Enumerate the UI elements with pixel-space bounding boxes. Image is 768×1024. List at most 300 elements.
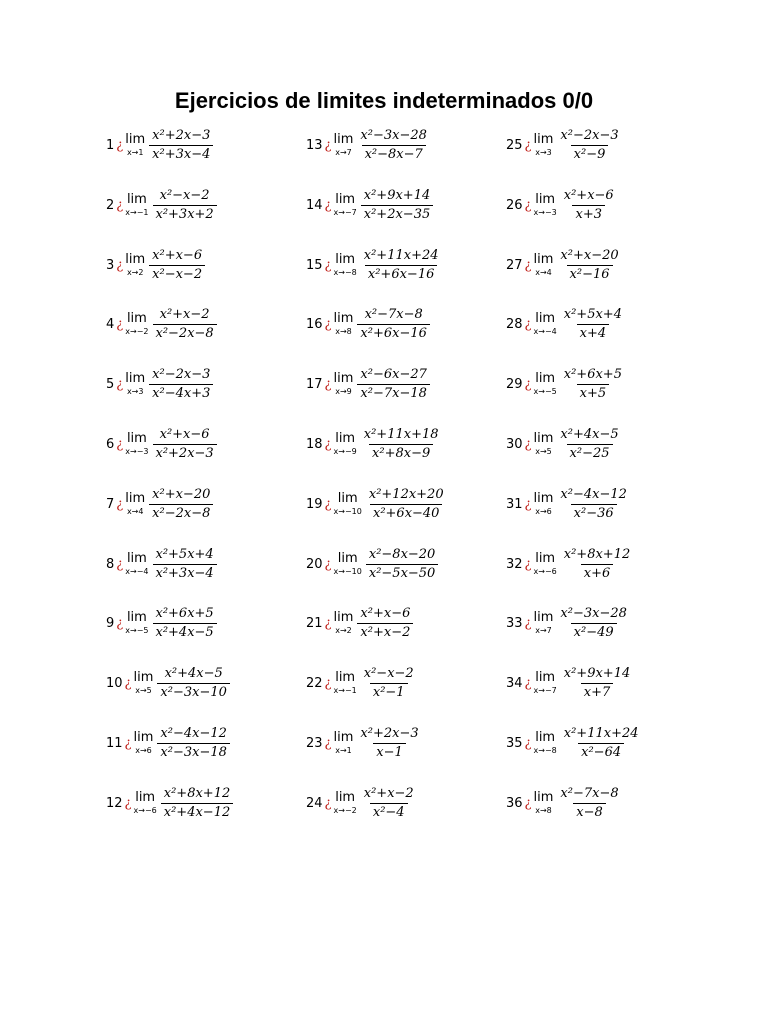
denominator: x²−3x−18 (157, 743, 229, 761)
denominator: x²+3x−4 (149, 145, 213, 163)
exercise-item (106, 606, 217, 641)
exercise-number: 13 (306, 138, 323, 153)
exercise-item (506, 487, 630, 522)
limit-approach: x→8 (335, 327, 352, 336)
exercise-number: 5 (106, 377, 115, 392)
denominator: x²+4x−5 (153, 623, 217, 641)
lim-label: lim (333, 730, 354, 745)
exercise-item (306, 188, 433, 223)
limit-operator (125, 552, 148, 577)
exercise-item (506, 367, 625, 402)
fraction (149, 367, 213, 402)
exercise-item (306, 427, 442, 462)
limit-operator (334, 133, 354, 158)
inverted-question-mark: ¿ (124, 796, 132, 811)
fraction (557, 427, 621, 462)
denominator: x²+3x+2 (153, 205, 217, 223)
fraction (361, 427, 442, 462)
limit-operator (125, 432, 148, 457)
limit-approach: x→7 (535, 626, 552, 635)
denominator: x²−8x−7 (362, 145, 426, 163)
exercise-number: 18 (306, 437, 323, 452)
denominator: x²−9 (571, 145, 609, 163)
limit-approach: x→−7 (533, 686, 557, 695)
denominator: x²+2x−3 (153, 444, 217, 462)
fraction (361, 188, 433, 223)
lim-label: lim (335, 790, 356, 805)
limit-operator (534, 671, 557, 696)
fraction (561, 666, 633, 701)
inverted-question-mark: ¿ (324, 616, 332, 631)
exercise-item (306, 487, 447, 522)
fraction (357, 367, 429, 402)
exercise-number: 2 (106, 198, 115, 213)
numerator: x²+9x+14 (363, 188, 431, 203)
inverted-question-mark: ¿ (524, 138, 532, 153)
limit-operator (334, 611, 354, 636)
denominator: x²−5x−50 (366, 564, 438, 582)
lim-label: lim (335, 252, 356, 267)
exercise-item (506, 666, 633, 701)
numerator: x²+6x+5 (155, 606, 214, 621)
fraction (357, 726, 421, 761)
denominator: x²+x−2 (357, 623, 413, 641)
fraction (153, 188, 217, 223)
exercise-number: 22 (306, 676, 323, 691)
exercise-item (506, 128, 622, 163)
limit-approach: x→−2 (125, 327, 149, 336)
numerator: x²−4x−12 (160, 726, 227, 741)
lim-label: lim (535, 311, 556, 326)
numerator: x²+2x−3 (360, 726, 419, 741)
limit-approach: x→5 (135, 686, 152, 695)
denominator: x²+6x−16 (357, 324, 429, 342)
denominator: x²−2x−8 (153, 324, 217, 342)
denominator: x+3 (572, 205, 605, 223)
limit-approach: x→2 (126, 268, 144, 277)
limit-operator (534, 611, 554, 636)
inverted-question-mark: ¿ (116, 198, 124, 213)
fraction (357, 128, 429, 163)
lim-label: lim (125, 371, 146, 386)
exercise-number: 11 (106, 736, 123, 751)
fraction (561, 726, 642, 761)
fraction (161, 786, 233, 821)
inverted-question-mark: ¿ (116, 317, 124, 332)
fraction (157, 726, 229, 761)
fraction (149, 248, 205, 283)
limit-approach: x→−3 (533, 208, 557, 217)
numerator: x²−8x−20 (368, 547, 436, 562)
limit-operator (534, 193, 557, 218)
lim-label: lim (133, 730, 154, 745)
numerator: x²+11x+24 (563, 726, 639, 741)
denominator: x−1 (373, 743, 406, 761)
exercise-item (106, 427, 217, 462)
limit-approach: x→−8 (533, 746, 557, 755)
numerator: x²+6x+5 (563, 367, 622, 382)
limit-approach: x→−7 (333, 208, 357, 217)
limit-approach: x→−1 (333, 686, 357, 695)
denominator: x²+6x−40 (370, 504, 442, 522)
inverted-question-mark: ¿ (524, 796, 532, 811)
lim-label: lim (335, 670, 356, 685)
fraction (561, 188, 617, 223)
exercise-item (306, 367, 430, 402)
lim-label: lim (535, 670, 556, 685)
exercise-item (506, 547, 633, 582)
exercise-number: 34 (506, 676, 523, 691)
fraction (153, 606, 217, 641)
limit-operator (134, 671, 154, 696)
inverted-question-mark: ¿ (116, 138, 124, 153)
limit-operator (534, 492, 554, 517)
numerator: x²+x−20 (152, 487, 211, 502)
limit-approach: x→1 (126, 148, 144, 157)
fraction (149, 128, 213, 163)
numerator: x²+4x−5 (164, 666, 223, 681)
exercise-item (306, 726, 422, 761)
limit-approach: x→3 (126, 387, 144, 396)
exercise-number: 20 (306, 557, 323, 572)
limit-operator (125, 372, 145, 397)
limit-operator (534, 731, 557, 756)
exercise-number: 14 (306, 198, 323, 213)
denominator: x²−64 (578, 743, 624, 761)
numerator: x²−7x−8 (364, 307, 423, 322)
inverted-question-mark: ¿ (524, 437, 532, 452)
exercise-item (106, 547, 217, 582)
limit-operator (334, 193, 357, 218)
fraction (153, 307, 217, 342)
limit-operator (534, 552, 557, 577)
limit-approach: x→−4 (533, 327, 557, 336)
limit-operator (334, 731, 354, 756)
lim-label: lim (333, 371, 354, 386)
exercise-number: 17 (306, 377, 323, 392)
lim-label: lim (533, 790, 554, 805)
inverted-question-mark: ¿ (116, 616, 124, 631)
limit-operator (334, 253, 357, 278)
numerator: x²−2x−3 (560, 128, 619, 143)
exercise-number: 10 (106, 676, 123, 691)
fraction (557, 248, 621, 283)
limit-approach: x→−10 (333, 507, 362, 516)
denominator: x²−4 (370, 803, 408, 821)
fraction (557, 128, 621, 163)
numerator: x²+x−6 (360, 606, 411, 621)
denominator: x+5 (577, 384, 610, 402)
inverted-question-mark: ¿ (524, 317, 532, 332)
denominator: x²−2x−8 (149, 504, 213, 522)
denominator: x²−3x−10 (157, 683, 229, 701)
denominator: x²+3x−4 (153, 564, 217, 582)
limit-operator (334, 492, 362, 517)
fraction (361, 786, 417, 821)
denominator: x²−16 (567, 265, 613, 283)
numerator: x²+9x+14 (563, 666, 631, 681)
exercise-item (106, 786, 233, 821)
lim-label: lim (126, 431, 147, 446)
numerator: x²+4x−5 (560, 427, 619, 442)
inverted-question-mark: ¿ (324, 138, 332, 153)
exercise-item (106, 487, 213, 522)
inverted-question-mark: ¿ (116, 437, 124, 452)
fraction (153, 547, 217, 582)
lim-label: lim (535, 551, 556, 566)
exercise-item (506, 786, 622, 821)
numerator: x²+5x+4 (155, 547, 214, 562)
exercise-item (506, 307, 625, 342)
fraction (557, 606, 629, 641)
limit-operator (334, 791, 357, 816)
limit-operator (534, 312, 557, 337)
denominator: x²+2x−35 (361, 205, 433, 223)
lim-label: lim (533, 252, 554, 267)
inverted-question-mark: ¿ (124, 676, 132, 691)
exercise-number: 23 (306, 736, 323, 751)
numerator: x²+5x+4 (563, 307, 622, 322)
inverted-question-mark: ¿ (124, 736, 132, 751)
numerator: x²+x−20 (560, 248, 619, 263)
exercise-number: 19 (306, 497, 323, 512)
lim-label: lim (533, 610, 554, 625)
lim-label: lim (126, 610, 147, 625)
limit-approach: x→2 (335, 626, 352, 635)
denominator: x²−49 (571, 623, 617, 641)
exercise-number: 8 (106, 557, 115, 572)
limit-approach: x→−5 (125, 626, 149, 635)
exercise-number: 32 (506, 557, 523, 572)
exercise-number: 26 (506, 198, 523, 213)
numerator: x²−2x−3 (152, 367, 211, 382)
denominator: x²−4x+3 (149, 384, 213, 402)
denominator: x+4 (577, 324, 610, 342)
exercise-item (106, 188, 217, 223)
lim-label: lim (126, 192, 147, 207)
limit-approach: x→−10 (333, 567, 362, 576)
fraction (153, 427, 217, 462)
fraction (357, 606, 413, 641)
inverted-question-mark: ¿ (524, 736, 532, 751)
numerator: x²−3x−28 (560, 606, 627, 621)
inverted-question-mark: ¿ (524, 557, 532, 572)
exercise-number: 21 (306, 616, 323, 631)
lim-label: lim (337, 551, 358, 566)
limit-approach: x→−9 (333, 447, 357, 456)
lim-label: lim (535, 730, 556, 745)
numerator: x²+8x+12 (163, 786, 231, 801)
inverted-question-mark: ¿ (524, 258, 532, 273)
limit-approach: x→7 (335, 148, 352, 157)
numerator: x²+11x+18 (363, 427, 439, 442)
exercise-item (306, 666, 417, 701)
exercise-number: 24 (306, 796, 323, 811)
limit-approach: x→4 (535, 268, 552, 277)
fraction (157, 666, 229, 701)
inverted-question-mark: ¿ (324, 198, 332, 213)
limit-approach: x→8 (535, 806, 552, 815)
numerator: x²+11x+24 (363, 248, 439, 263)
limit-approach: x→3 (535, 148, 552, 157)
exercise-number: 30 (506, 437, 523, 452)
lim-label: lim (535, 192, 556, 207)
lim-label: lim (333, 610, 354, 625)
limit-approach: x→1 (335, 746, 352, 755)
denominator: x²+8x−9 (369, 444, 433, 462)
exercise-item (106, 307, 217, 342)
limit-approach: x→−8 (333, 268, 357, 277)
exercise-number: 16 (306, 317, 323, 332)
numerator: x²−6x−27 (360, 367, 427, 382)
exercise-number: 15 (306, 258, 323, 273)
limit-operator (125, 611, 148, 636)
inverted-question-mark: ¿ (324, 796, 332, 811)
exercise-number: 36 (506, 796, 523, 811)
denominator: x+6 (581, 564, 614, 582)
limit-approach: x→−4 (125, 567, 149, 576)
exercise-item (106, 248, 205, 283)
fraction (366, 487, 447, 522)
lim-label: lim (125, 252, 146, 267)
denominator: x+7 (581, 683, 614, 701)
exercise-item (506, 188, 617, 223)
numerator: x²+x−6 (159, 427, 210, 442)
exercise-item (306, 547, 438, 582)
exercise-item (506, 427, 622, 462)
limit-approach: x→−2 (333, 806, 357, 815)
limit-approach: x→−1 (125, 208, 149, 217)
lim-label: lim (135, 790, 156, 805)
numerator: x²−4x−12 (560, 487, 627, 502)
limit-operator (534, 133, 554, 158)
limit-operator (134, 791, 157, 816)
fraction (361, 666, 417, 701)
inverted-question-mark: ¿ (524, 616, 532, 631)
inverted-question-mark: ¿ (116, 497, 124, 512)
denominator: x²−25 (567, 444, 613, 462)
exercise-item (306, 606, 413, 641)
fraction (561, 307, 625, 342)
lim-label: lim (125, 491, 146, 506)
inverted-question-mark: ¿ (324, 317, 332, 332)
page-title: Ejercicios de limites indeterminados 0/0 (174, 88, 594, 113)
exercise-number: 33 (506, 616, 523, 631)
lim-label: lim (535, 371, 556, 386)
numerator: x²+2x−3 (152, 128, 211, 143)
limit-approach: x→−6 (133, 806, 157, 815)
inverted-question-mark: ¿ (524, 676, 532, 691)
limit-approach: x→6 (535, 507, 552, 516)
lim-label: lim (125, 132, 146, 147)
lim-label: lim (533, 132, 554, 147)
limit-approach: x→4 (126, 507, 144, 516)
limit-operator (334, 552, 362, 577)
inverted-question-mark: ¿ (324, 377, 332, 392)
fraction (149, 487, 213, 522)
inverted-question-mark: ¿ (324, 258, 332, 273)
inverted-question-mark: ¿ (524, 377, 532, 392)
limit-approach: x→−3 (125, 447, 149, 456)
denominator: x²−x−2 (149, 265, 205, 283)
exercise-number: 1 (106, 138, 115, 153)
lim-label: lim (133, 670, 154, 685)
inverted-question-mark: ¿ (116, 258, 124, 273)
exercise-item (306, 307, 430, 342)
fraction (561, 367, 625, 402)
exercise-number: 29 (506, 377, 523, 392)
exercise-item (506, 606, 630, 641)
lim-label: lim (335, 192, 356, 207)
inverted-question-mark: ¿ (116, 377, 124, 392)
numerator: x²+x−6 (563, 188, 614, 203)
limit-operator (534, 372, 557, 397)
exercise-item (506, 248, 622, 283)
numerator: x²+8x+12 (563, 547, 631, 562)
limit-operator (125, 193, 148, 218)
limit-operator (534, 253, 554, 278)
fraction (561, 547, 633, 582)
limit-approach: x→−6 (533, 567, 557, 576)
exercise-item (306, 248, 442, 283)
denominator: x−8 (573, 803, 606, 821)
inverted-question-mark: ¿ (116, 557, 124, 572)
denominator: x²−7x−18 (357, 384, 429, 402)
exercise-item (306, 786, 417, 821)
limit-operator (334, 432, 357, 457)
inverted-question-mark: ¿ (324, 497, 332, 512)
lim-label: lim (337, 491, 358, 506)
exercise-number: 27 (506, 258, 523, 273)
numerator: x²+12x+20 (368, 487, 444, 502)
inverted-question-mark: ¿ (324, 736, 332, 751)
fraction (557, 487, 629, 522)
numerator: x²+x−6 (152, 248, 203, 263)
lim-label: lim (126, 311, 147, 326)
exercise-item (506, 726, 642, 761)
lim-label: lim (533, 491, 554, 506)
limit-operator (125, 312, 148, 337)
exercise-number: 35 (506, 736, 523, 751)
numerator: x²−3x−28 (360, 128, 427, 143)
limit-approach: x→6 (135, 746, 152, 755)
limit-operator (125, 492, 145, 517)
limit-operator (125, 253, 145, 278)
exercise-number: 6 (106, 437, 115, 452)
numerator: x²+x−2 (159, 307, 210, 322)
exercise-item (106, 726, 230, 761)
inverted-question-mark: ¿ (524, 497, 532, 512)
numerator: x²−x−2 (363, 666, 414, 681)
exercise-number: 28 (506, 317, 523, 332)
limit-operator (334, 312, 354, 337)
numerator: x²+x−2 (363, 786, 414, 801)
exercise-number: 4 (106, 317, 115, 332)
exercise-number: 12 (106, 796, 123, 811)
inverted-question-mark: ¿ (324, 676, 332, 691)
limit-operator (134, 731, 154, 756)
exercise-number: 9 (106, 616, 115, 631)
numerator: x²−7x−8 (560, 786, 619, 801)
fraction (361, 248, 442, 283)
limit-approach: x→5 (535, 447, 552, 456)
exercise-item (106, 666, 230, 701)
denominator: x²+4x−12 (161, 803, 233, 821)
exercise-item (106, 367, 213, 402)
exercise-item (306, 128, 430, 163)
lim-label: lim (333, 132, 354, 147)
inverted-question-mark: ¿ (324, 437, 332, 452)
